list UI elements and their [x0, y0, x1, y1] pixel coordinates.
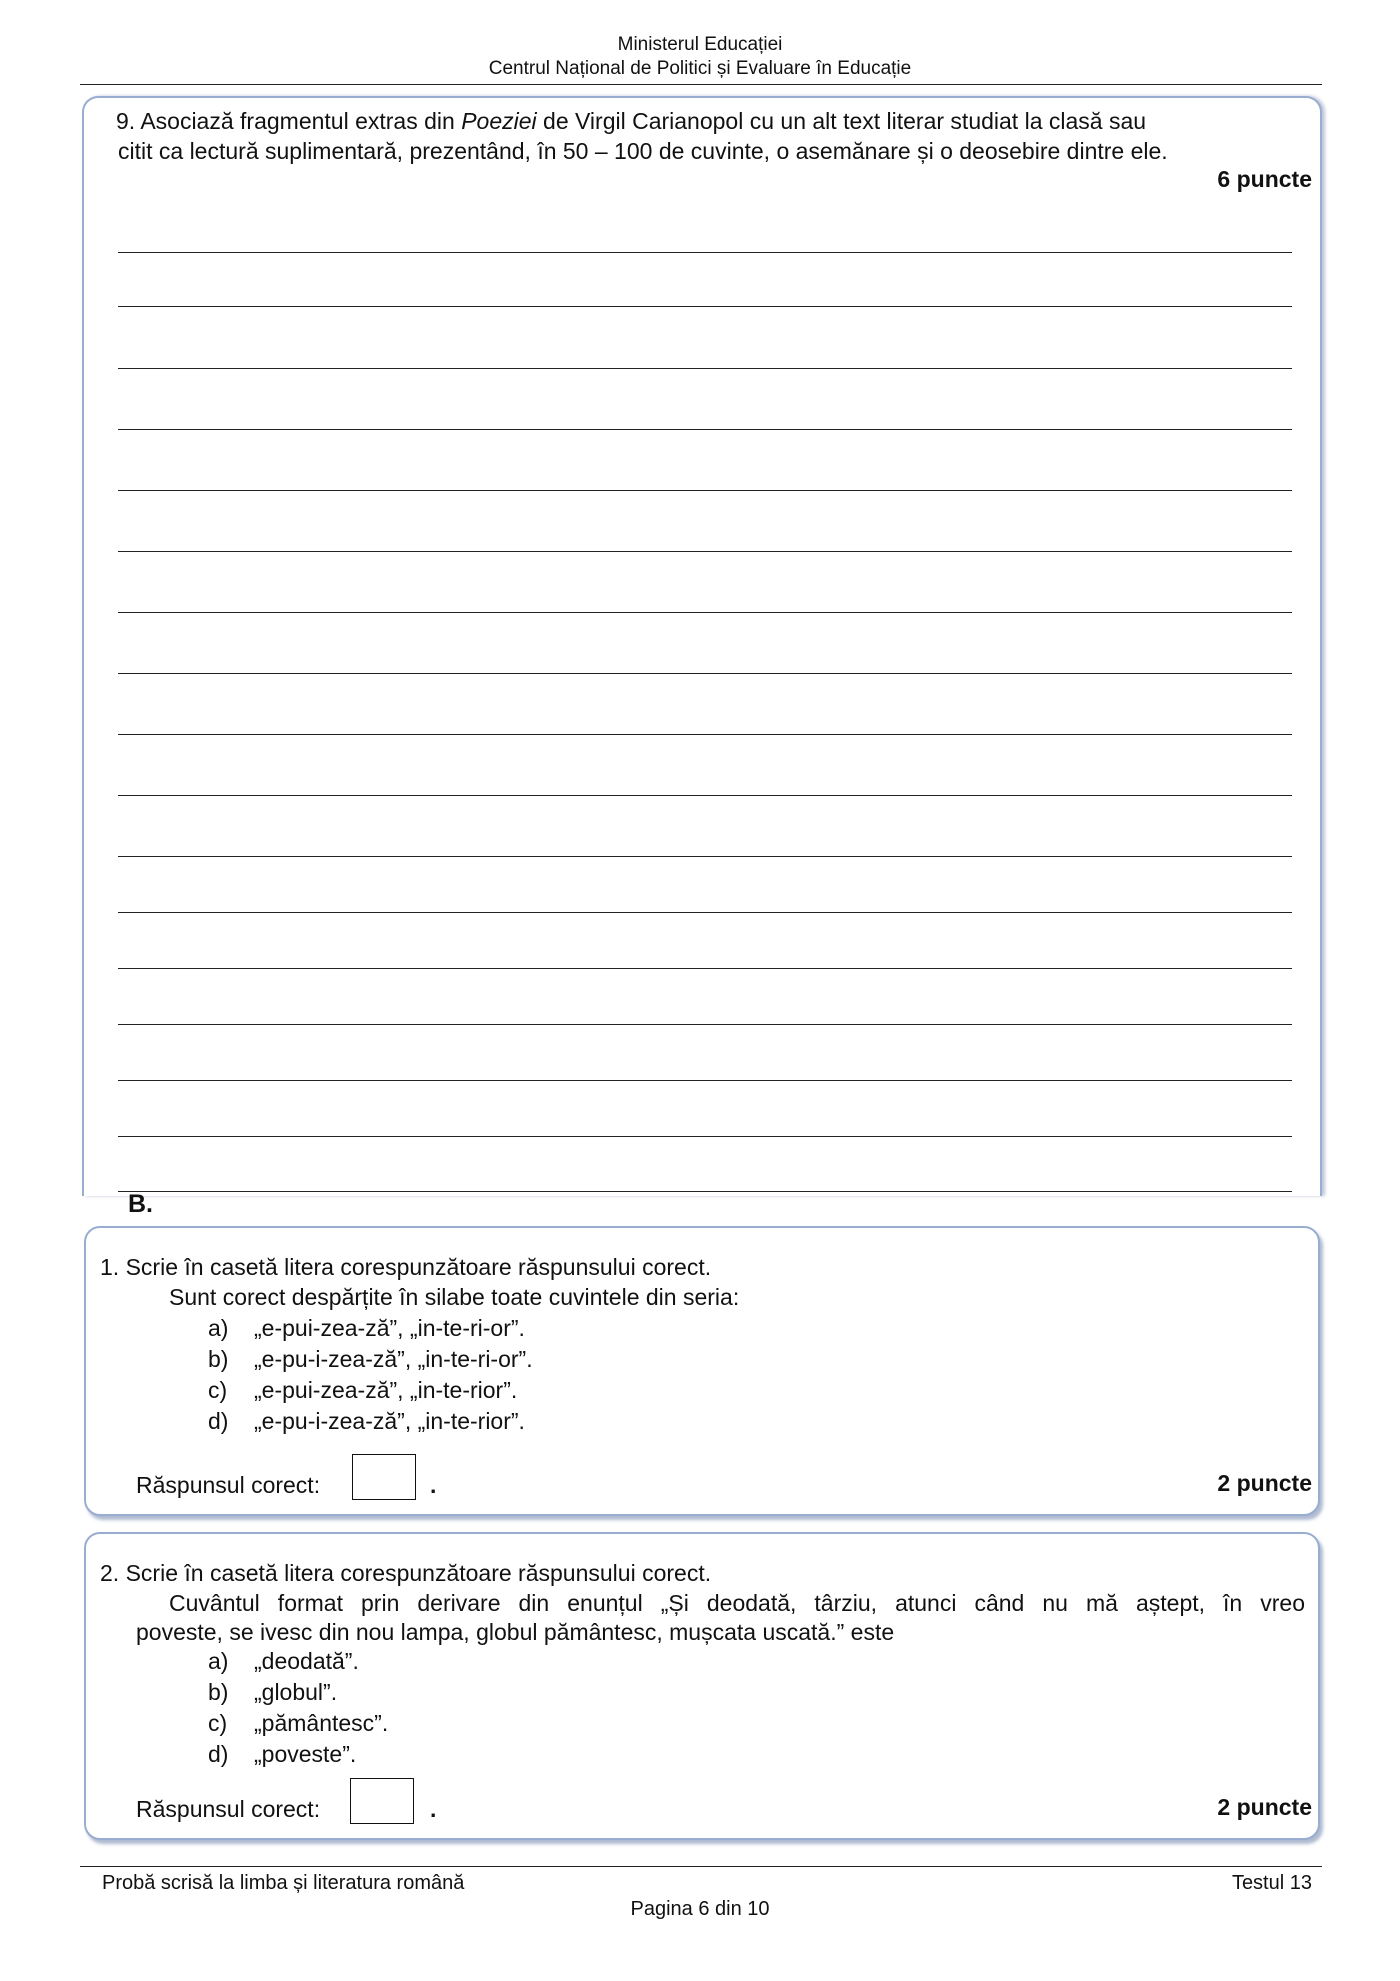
answer-line: [118, 968, 1292, 969]
question-2-options: [208, 1646, 388, 1770]
answer-line: [118, 734, 1292, 735]
answer-line: [118, 1136, 1292, 1137]
option-letter: c): [208, 1377, 228, 1403]
question-1-points: 2 puncte: [1217, 1470, 1312, 1496]
answer-line: [118, 1191, 1292, 1192]
question-1-prompt: Sunt corect despărțite în silabe toate cuvintele din seria:: [169, 1284, 740, 1310]
answer-line: [118, 612, 1292, 613]
question-1-options: [208, 1313, 533, 1437]
question-1-answer-dot: .: [430, 1472, 437, 1498]
question-1-instruction-text: Scrie în casetă litera corespunzătoare răspunsului corect.: [125, 1254, 712, 1280]
footer-page-number: Pagina 6 din 10: [630, 1898, 770, 1920]
answer-line: [118, 490, 1292, 491]
answer-line: [118, 1080, 1292, 1081]
answer-line: [118, 795, 1292, 796]
question-9-number: 9.: [116, 108, 136, 134]
option-d: [208, 1406, 533, 1437]
question-9-work-title: Poeziei: [461, 108, 537, 134]
option-c: [208, 1375, 533, 1406]
option-letter: a): [208, 1315, 229, 1341]
header-center: Centrul Național de Politici și Evaluare în Educație: [488, 58, 912, 79]
option-text: „e-pui-zea-ză”, „in-te-rior”.: [254, 1377, 518, 1403]
option-letter: d): [208, 1741, 229, 1767]
question-9-text-end: de Virgil Carianopol cu un alt text literar studiat la clasă sau: [536, 108, 1147, 134]
question-2-points: 2 puncte: [1217, 1794, 1312, 1820]
question-9-points: 6 puncte: [1217, 166, 1312, 192]
option-text: „deodată”.: [254, 1648, 359, 1674]
answer-line: [118, 856, 1292, 857]
option-a: [208, 1646, 388, 1677]
footer-test-number: Testul 13: [1231, 1872, 1312, 1894]
option-a: [208, 1313, 533, 1344]
answer-line: [118, 306, 1292, 307]
question-9-line1: [116, 106, 1146, 136]
option-text: „globul”.: [254, 1679, 338, 1705]
option-text: „e-pui-zea-ză”, „in-te-ri-or”.: [254, 1315, 525, 1341]
question-2-answer-box[interactable]: [350, 1778, 414, 1824]
question-1-instruction: [100, 1252, 711, 1282]
question-2-prompt-line2: poveste, se ivesc din nou lampa, globul pământesc, mușcata uscată.” este: [136, 1619, 895, 1645]
answer-line: [118, 429, 1292, 430]
option-text: „poveste”.: [254, 1741, 357, 1767]
header-divider: [80, 84, 1322, 85]
option-b: [208, 1677, 388, 1708]
question-2-instruction-text: Scrie în casetă litera corespunzătoare răspunsului corect.: [125, 1560, 712, 1586]
answer-line: [118, 912, 1292, 913]
answer-line: [118, 673, 1292, 674]
option-letter: c): [208, 1710, 228, 1736]
question-2-number: 2.: [100, 1560, 120, 1586]
option-letter: b): [208, 1346, 229, 1372]
section-b-label: B.: [128, 1190, 153, 1218]
question-1-answer-box[interactable]: [352, 1454, 416, 1500]
question-9-line2: citit ca lectură suplimentară, prezentând, în 50 – 100 de cuvinte, o asemănare și o deosebire dintre ele.: [118, 138, 1168, 164]
question-1-number: 1.: [100, 1254, 120, 1280]
footer-divider: [80, 1866, 1322, 1867]
question-1-answer-label: Răspunsul corect:: [136, 1472, 321, 1498]
footer-exam-title: Probă scrisă la limba și literatura română: [102, 1872, 465, 1894]
option-b: [208, 1344, 533, 1375]
question-9-box: [82, 96, 1322, 1196]
question-2-instruction: [100, 1558, 711, 1588]
option-d: [208, 1739, 388, 1770]
header-ministry: Ministerul Educației: [617, 34, 783, 55]
answer-line: [118, 551, 1292, 552]
answer-line: [118, 1024, 1292, 1025]
option-c: [208, 1708, 388, 1739]
answer-line: [118, 368, 1292, 369]
option-letter: b): [208, 1679, 229, 1705]
question-2-answer-dot: .: [430, 1796, 437, 1822]
option-letter: d): [208, 1408, 229, 1434]
question-2-prompt-line1: Cuvântul format prin derivare din enunțul „Și deodată, târziu, atunci când nu mă aștept, în vreo: [169, 1590, 1305, 1616]
option-text: „pământesc”.: [254, 1710, 389, 1736]
question-9-text-start: Asociază fragmentul extras din: [140, 108, 462, 134]
option-letter: a): [208, 1648, 229, 1674]
option-text: „e-pu-i-zea-ză”, „in-te-ri-or”.: [254, 1346, 533, 1372]
answer-line: [118, 252, 1292, 253]
option-text: „e-pu-i-zea-ză”, „in-te-rior”.: [254, 1408, 525, 1434]
question-2-answer-label: Răspunsul corect:: [136, 1796, 321, 1822]
